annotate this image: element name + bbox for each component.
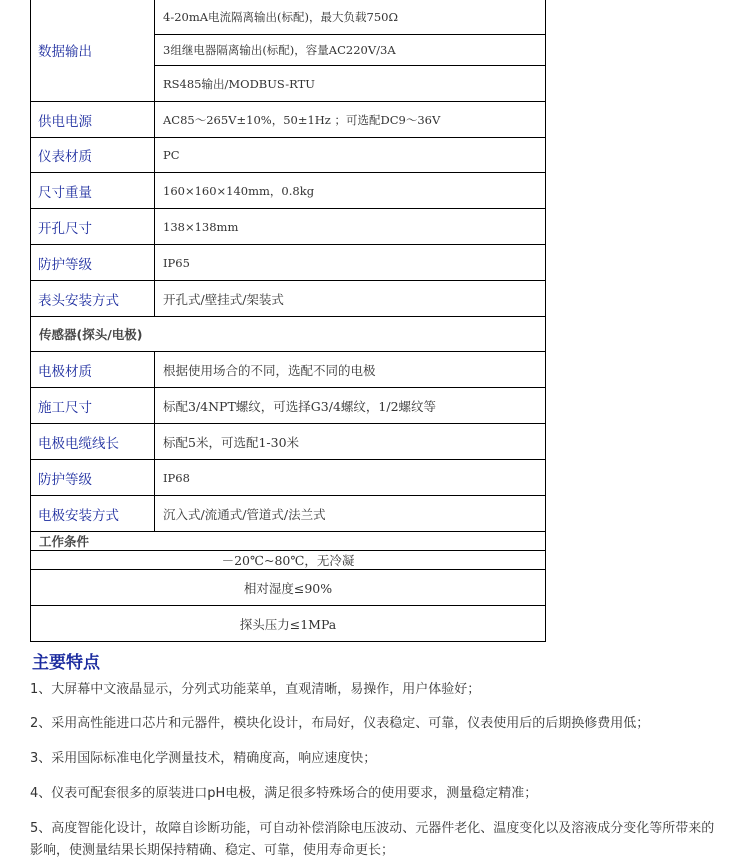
table-row [31,551,546,570]
data-output-value: RS485输出/MODBUS-RTU [155,66,546,102]
spec-value: AC85～265V±10%，50±1Hz ；可选配DC9～36V [155,102,546,138]
table-row [31,102,546,138]
spec-label: 电极材质 [31,352,155,388]
feature-item: 1、大屏幕中文液晶显示，分列式功能菜单，直观清晰，易操作，用户体验好； [30,682,481,697]
spec-value: IP65 [155,245,546,281]
spec-label: 供电电源 [31,102,155,138]
table-row [31,496,546,532]
feature-item: 4、仪表可配套很多的原装进口pH电极，满足很多特殊场合的使用要求，测量稳定精准； [30,786,538,801]
table-row [31,173,546,209]
spec-value: 160×160×140mm，0.8kg [155,173,546,209]
table-row [31,209,546,245]
feature-item: 5、高度智能化设计，故障自诊断功能，可自动补偿消除电压波动、元器件老化、温度变化以及溶液成分变化等所带来的影响，使测量结果长期保持精确、稳定、可靠，使用寿命更长； [30,821,715,858]
spec-value: 标配3/4NPT螺纹，可选择G3/4螺纹，1/2螺纹等 [155,388,546,424]
spec-value: PC [155,138,546,173]
spec-label: 仪表材质 [31,138,155,173]
table-row [31,281,546,317]
spec-label: 施工尺寸 [31,388,155,424]
table-row [31,570,546,606]
table-row [31,352,546,388]
sensor-section-heading: 传感器(探头/电极) [31,317,546,352]
spec-value: 开孔式/壁挂式/架装式 [155,281,546,317]
spec-value: IP68 [155,460,546,496]
spec-value: 沉入式/流通式/管道式/法兰式 [155,496,546,532]
table-row [31,388,546,424]
spec-value: 138×138mm [155,209,546,245]
spec-value: 标配5米，可选配1-30米 [155,424,546,460]
spec-label: 防护等级 [31,460,155,496]
data-output-label: 数据输出 [31,0,155,102]
table-row [31,532,546,551]
table-row [31,0,546,35]
spec-label: 电极电缆线长 [31,424,155,460]
data-output-value: 4-20mA电流隔离输出(标配)，最大负载750Ω [155,0,546,35]
feature-item: 3、采用国际标准电化学测量技术，精确度高，响应速度快； [30,751,377,766]
condition-value: －20℃~80℃，无冷凝 [31,551,546,570]
spec-label: 表头安装方式 [31,281,155,317]
table-row [31,460,546,496]
table-row [31,606,546,642]
condition-value: 探头压力≤1MPa [31,606,546,642]
table-row [31,424,546,460]
features-title: 主要特点 [32,653,100,673]
table-row [31,245,546,281]
spec-label: 开孔尺寸 [31,209,155,245]
work-conditions-heading: 工作条件 [31,532,546,551]
data-output-value: 3组继电器隔离输出(标配)，容量AC220V/3A [155,35,546,66]
spec-value: 根据使用场合的不同，选配不同的电极 [155,352,546,388]
spec-label: 电极安装方式 [31,496,155,532]
spec-label: 防护等级 [31,245,155,281]
table-row [31,138,546,173]
condition-value: 相对湿度≤90% [31,570,546,606]
spec-table [30,0,546,642]
feature-item: 2、采用高性能进口芯片和元器件，模块化设计，布局好，仪表稳定、可靠，仪表使用后的后期换修费用低； [30,716,650,731]
spec-label: 尺寸重量 [31,173,155,209]
table-row [31,317,546,352]
